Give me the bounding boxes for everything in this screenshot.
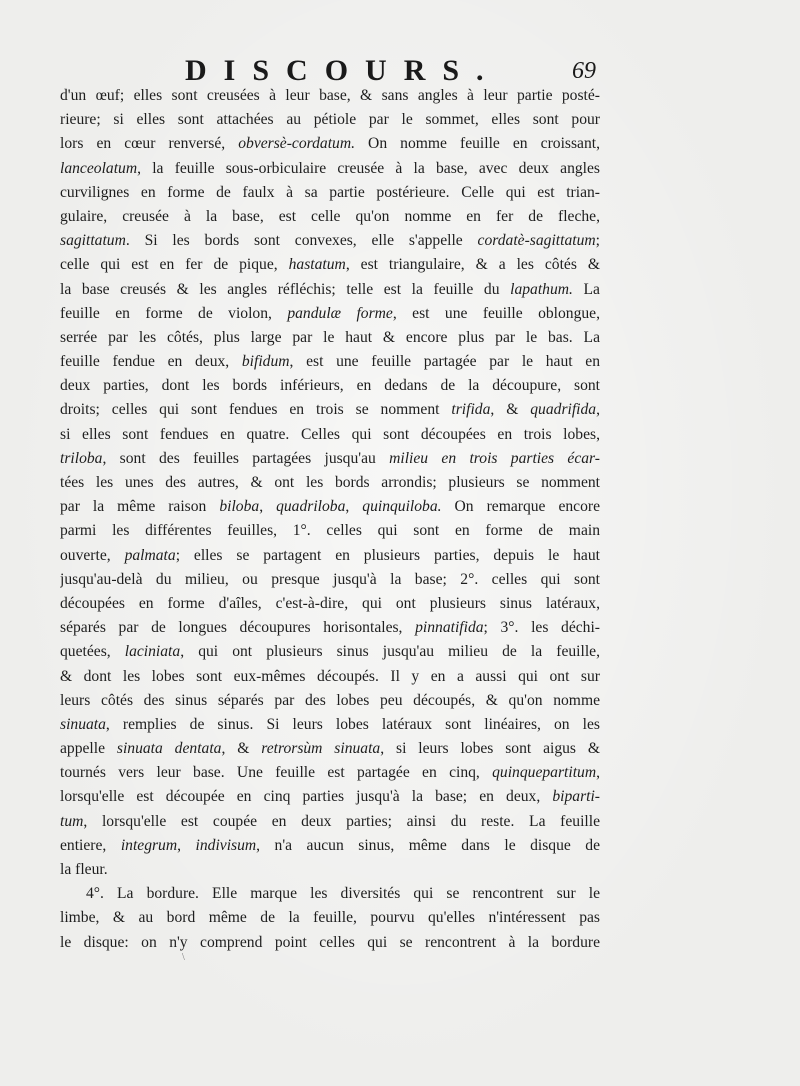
text-run: , <box>259 498 277 516</box>
text-run: , <box>177 836 196 854</box>
text-line <box>60 906 600 930</box>
text-run: leurs côtés des sinus séparés par des lobes peu découpés, & qu'on nomme <box>60 691 600 709</box>
text-line <box>60 568 600 592</box>
italic-term: cordatè-sagittatum <box>477 232 596 250</box>
text-line <box>60 665 600 689</box>
text-line <box>60 108 600 132</box>
italic-term: retrorsùm sinuata <box>261 740 381 758</box>
italic-term: sagittatum <box>60 232 126 250</box>
italic-term: quadriloba <box>276 498 346 516</box>
text-line <box>60 423 600 447</box>
text-run: par la même raison <box>60 498 220 516</box>
text-run: tées les unes des autres, & ont les bords arrondis; plusieurs se nomment <box>60 474 600 491</box>
italic-term: quinquepartitum <box>492 764 597 782</box>
text-run: rieure; si elles sont attachées au pétiole par le sommet, elles sont pour <box>60 111 600 129</box>
body-text <box>60 84 600 955</box>
text-line <box>60 640 600 664</box>
text-run: jusqu'au-delà du milieu, ou presque jusqu'à la base; 2°. celles qui sont <box>60 570 600 588</box>
text-line <box>60 737 600 761</box>
italic-term: pinnatifida <box>415 619 484 637</box>
text-run: appelle <box>60 740 117 758</box>
text-line <box>60 689 600 713</box>
text-line <box>60 302 600 326</box>
text-run: serrée par les côtés, plus large par le haut & encore plus par le bas. La <box>60 328 600 346</box>
text-line <box>60 858 600 882</box>
text-run: le disque: on n'y comprend point celles qui se rencontrent à la bordure <box>60 933 600 951</box>
text-run: . Si les bords sont convexes, elle s'appelle <box>125 232 478 250</box>
running-title: DISCOURS. <box>185 54 501 87</box>
italic-term: sinuata <box>60 715 106 733</box>
italic-term: trifida <box>451 401 491 419</box>
italic-term: laciniata <box>124 643 181 661</box>
text-run: , si leurs lobes sont aigus & <box>380 740 600 758</box>
text-run: ouverte, <box>60 546 125 564</box>
text-run: ; elles se partagent en plusieurs parties, depuis le haut <box>175 546 600 564</box>
text-run: , & <box>490 401 531 419</box>
italic-term: obversè-cordatum. <box>238 135 355 153</box>
text-run: , remplies de sinus. Si leurs lobes latéraux sont linéaires, on les <box>105 715 600 733</box>
italic-term: hastatum <box>288 256 346 274</box>
text-run: si elles sont fendues en quatre. Celles qui sont découpées en trois lobes, <box>60 425 600 443</box>
text-line <box>60 616 600 640</box>
italic-term: quadrifida <box>530 401 597 419</box>
text-run: ; 3°. les déchi- <box>483 619 600 637</box>
text-line <box>60 205 600 229</box>
text-run: , sont des feuilles partagées jusqu'au <box>102 449 390 467</box>
text-line <box>60 519 600 543</box>
text-line <box>60 350 600 374</box>
text-run: la fleur. <box>60 861 108 878</box>
italic-term: milieu en trois parties écar- <box>389 449 600 467</box>
text-run: feuille en forme de violon, <box>60 304 288 322</box>
text-line <box>60 761 600 785</box>
text-line <box>60 398 600 422</box>
text-line <box>60 278 600 302</box>
text-line <box>60 495 600 519</box>
text-run: limbe, & au bord même de la feuille, pourvu qu'elles n'intéressent pas <box>60 909 600 927</box>
text-run: d'un œuf; elles sont creusées à leur base, & sans angles à leur partie posté- <box>60 87 600 104</box>
italic-term: triloba <box>60 449 103 467</box>
text-run: gulaire, creusée à la base, est celle qu'on nomme en fer de fleche, <box>60 207 600 225</box>
italic-term: sinuata dentata <box>116 740 222 758</box>
text-run: tournés vers leur base. Une feuille est partagée en cinq, <box>60 764 493 782</box>
text-line <box>60 326 600 350</box>
text-line <box>60 447 600 471</box>
text-run: lors en cœur renversé, <box>60 135 239 153</box>
text-run: , qui ont plusieurs sinus jusqu'au milieu de la feuille, <box>180 643 600 661</box>
text-run: , n'a aucun sinus, même dans le disque de <box>256 836 600 854</box>
text-run: deux parties, dont les bords inférieurs, en dedans de la découpure, sont <box>60 377 600 395</box>
text-run: On remarque encore <box>441 498 600 516</box>
text-run: lorsqu'elle est découpée en cinq parties jusqu'à la base; en deux, <box>60 788 553 806</box>
text-run: , est une feuille oblongue, <box>392 304 600 322</box>
text-run: entiere, <box>60 836 121 854</box>
italic-term: quinquiloba. <box>362 498 442 516</box>
text-run: , lorsqu'elle est coupée en deux parties; ainsi du reste. La feuille <box>83 812 600 830</box>
text-line <box>60 810 600 834</box>
text-run: séparés par de longues découpures horisontales, <box>60 619 416 637</box>
text-run: , est triangulaire, & a les côtés & <box>345 256 600 274</box>
text-line <box>60 181 600 205</box>
italic-term: indivisum <box>195 836 257 854</box>
text-line <box>60 592 600 616</box>
page-number: 69 <box>572 58 596 84</box>
paper-speck: \ <box>182 952 185 963</box>
text-run: 4°. La bordure. Elle marque les diversités qui se rencontrent sur le <box>86 885 600 903</box>
text-run: , <box>596 764 600 782</box>
text-run: On nomme feuille en croissant, <box>355 135 600 153</box>
text-line <box>60 374 600 398</box>
text-run: découpées en forme d'aîles, c'est-à-dire, qui ont plusieurs sinus latéraux, <box>60 594 600 612</box>
text-line <box>60 931 600 955</box>
italic-term: bifidum <box>241 353 290 371</box>
text-line <box>60 471 600 495</box>
text-line <box>60 253 600 277</box>
text-run: parmi les différentes feuilles, 1°. celles qui sont en forme de main <box>60 522 600 540</box>
text-line <box>60 157 600 181</box>
text-run: , & <box>221 740 262 758</box>
italic-term: lanceolatum <box>60 159 138 177</box>
text-run: curvilignes en forme de faulx à sa partie postérieure. Celle qui est trian- <box>60 183 600 201</box>
text-line <box>60 544 600 568</box>
italic-term: biloba <box>219 498 260 516</box>
text-run: droits; celles qui sont fendues en trois se nomment <box>60 401 452 419</box>
text-run: & dont les lobes sont eux-mêmes découpés. Il y en a aussi qui ont sur <box>60 667 600 685</box>
italic-term: lapathum. <box>510 280 573 298</box>
text-line <box>60 713 600 737</box>
text-line <box>60 834 600 858</box>
text-run: , la feuille sous-orbiculaire creusée à la base, avec deux angles <box>137 159 600 177</box>
text-line <box>60 785 600 809</box>
text-line <box>60 132 600 156</box>
text-line <box>60 84 600 108</box>
italic-term: integrum <box>120 836 178 854</box>
text-run: , est une feuille partagée par le haut en <box>289 353 600 371</box>
text-run: La <box>572 280 600 298</box>
text-line <box>60 229 600 253</box>
italic-term: tum <box>60 812 84 830</box>
text-run: quetées, <box>60 643 125 661</box>
text-line <box>60 882 600 906</box>
italic-term: palmata <box>124 546 176 564</box>
italic-term: biparti- <box>552 788 600 806</box>
text-run: , <box>345 498 363 516</box>
text-run: feuille fendue en deux, <box>60 353 242 371</box>
text-run: la base creusés & les angles réfléchis; telle est la feuille du <box>60 280 511 298</box>
text-run: ; <box>595 232 600 250</box>
italic-term: pandulæ forme <box>287 304 393 322</box>
text-run: , <box>596 401 600 419</box>
text-run: celle qui est en fer de pique, <box>60 256 289 274</box>
